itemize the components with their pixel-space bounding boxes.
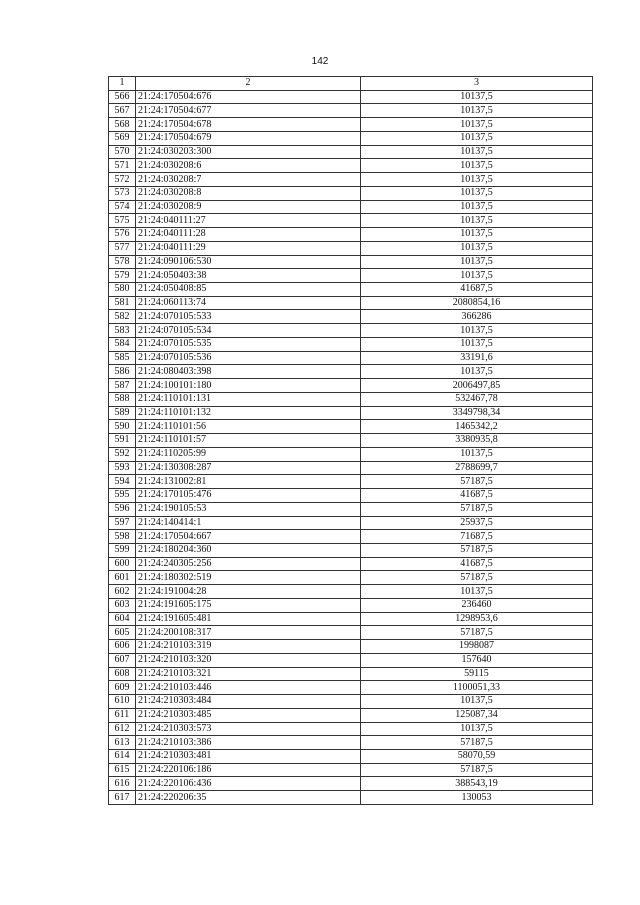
cadastral-value: 10137,5: [361, 214, 593, 228]
table-row: [109, 145, 593, 159]
row-number: 595: [109, 489, 136, 503]
row-number: 579: [109, 269, 136, 283]
row-number: 576: [109, 228, 136, 242]
row-number: 570: [109, 145, 136, 159]
row-number: 598: [109, 530, 136, 544]
table-row: [109, 736, 593, 750]
table-row: [109, 131, 593, 145]
cadastral-value: 10137,5: [361, 131, 593, 145]
cadastral-number: 21:24:180204:360: [136, 543, 361, 557]
row-number: 601: [109, 571, 136, 585]
cadastral-number: 21:24:170504:679: [136, 131, 361, 145]
row-number: 605: [109, 626, 136, 640]
row-number: 578: [109, 255, 136, 269]
cadastral-value: 388543,19: [361, 777, 593, 791]
cadastral-number: 21:24:030208:8: [136, 186, 361, 200]
table-row: [109, 324, 593, 338]
row-number: 592: [109, 447, 136, 461]
row-number: 583: [109, 324, 136, 338]
table-row: [109, 379, 593, 393]
cadastral-number: 21:24:130308:287: [136, 461, 361, 475]
cadastral-number: 21:24:220206:35: [136, 791, 361, 805]
row-number: 569: [109, 131, 136, 145]
cadastral-value: 10137,5: [361, 255, 593, 269]
cadastral-number: 21:24:220106:436: [136, 777, 361, 791]
cadastral-number: 21:24:210103:386: [136, 736, 361, 750]
row-number: 600: [109, 557, 136, 571]
cadastral-number: 21:24:030203:300: [136, 145, 361, 159]
table-row: [109, 90, 593, 104]
row-number: 589: [109, 406, 136, 420]
cadastral-number: 21:24:220106:186: [136, 763, 361, 777]
cadastral-value: 1998087: [361, 640, 593, 654]
cadastral-value: 1100051,33: [361, 681, 593, 695]
row-number: 596: [109, 502, 136, 516]
row-number: 608: [109, 667, 136, 681]
row-number: 590: [109, 420, 136, 434]
cadastral-value: 10137,5: [361, 337, 593, 351]
row-number: 607: [109, 653, 136, 667]
column-header-1: 1: [109, 77, 136, 91]
table-row: [109, 461, 593, 475]
cadastral-value: 10137,5: [361, 90, 593, 104]
table-row: [109, 543, 593, 557]
cadastral-value: 236460: [361, 598, 593, 612]
cadastral-number: 21:24:090106:530: [136, 255, 361, 269]
row-number: 577: [109, 241, 136, 255]
table-header-row: [109, 77, 593, 91]
row-number: 604: [109, 612, 136, 626]
cadastral-value: 25937,5: [361, 516, 593, 530]
column-header-3: 3: [361, 77, 593, 91]
cadastral-number: 21:24:180302:519: [136, 571, 361, 585]
cadastral-value: 41687,5: [361, 557, 593, 571]
cadastral-value: 57187,5: [361, 571, 593, 585]
cadastral-value: 57187,5: [361, 543, 593, 557]
row-number: 588: [109, 392, 136, 406]
row-number: 574: [109, 200, 136, 214]
row-number: 597: [109, 516, 136, 530]
table-row: [109, 516, 593, 530]
cadastral-value: 33191,6: [361, 351, 593, 365]
cadastral-value: 10137,5: [361, 695, 593, 709]
row-number: 582: [109, 310, 136, 324]
table-row: [109, 310, 593, 324]
cadastral-number: 21:24:110101:56: [136, 420, 361, 434]
cadastral-value: 10137,5: [361, 722, 593, 736]
cadastral-value: 10137,5: [361, 365, 593, 379]
table-row: [109, 406, 593, 420]
cadastral-value: 10137,5: [361, 200, 593, 214]
row-number: 617: [109, 791, 136, 805]
cadastral-value: 2788699,7: [361, 461, 593, 475]
table-row: [109, 653, 593, 667]
cadastral-value: 57187,5: [361, 502, 593, 516]
cadastral-number: 21:24:131002:81: [136, 475, 361, 489]
cadastral-number: 21:24:191605:481: [136, 612, 361, 626]
table-body: [109, 77, 593, 805]
row-number: 609: [109, 681, 136, 695]
cadastral-value: 130053: [361, 791, 593, 805]
table-row: [109, 351, 593, 365]
cadastral-number: 21:24:210303:481: [136, 749, 361, 763]
table-row: [109, 228, 593, 242]
row-number: 584: [109, 337, 136, 351]
table-row: [109, 392, 593, 406]
cadastral-number: 21:24:110101:131: [136, 392, 361, 406]
row-number: 580: [109, 283, 136, 297]
table-row: [109, 200, 593, 214]
cadastral-value: 10137,5: [361, 104, 593, 118]
row-number: 615: [109, 763, 136, 777]
table-row: [109, 214, 593, 228]
row-number: 612: [109, 722, 136, 736]
cadastral-value: 10137,5: [361, 159, 593, 173]
table-row: [109, 283, 593, 297]
table-row: [109, 763, 593, 777]
row-number: 575: [109, 214, 136, 228]
table-row: [109, 557, 593, 571]
cadastral-number: 21:24:210303:573: [136, 722, 361, 736]
cadastral-number: 21:24:040111:28: [136, 228, 361, 242]
cadastral-number: 21:24:060113:74: [136, 296, 361, 310]
cadastral-number: 21:24:140414:1: [136, 516, 361, 530]
row-number: 567: [109, 104, 136, 118]
table-row: [109, 118, 593, 132]
cadastral-value: 41687,5: [361, 283, 593, 297]
cadastral-value: 10137,5: [361, 447, 593, 461]
table-row: [109, 255, 593, 269]
cadastral-value: 1298953,6: [361, 612, 593, 626]
row-number: 587: [109, 379, 136, 393]
row-number: 571: [109, 159, 136, 173]
cadastral-number: 21:24:170504:667: [136, 530, 361, 544]
cadastral-number: 21:24:030208:6: [136, 159, 361, 173]
cadastral-value: 57187,5: [361, 763, 593, 777]
column-header-2: 2: [136, 77, 361, 91]
table-row: [109, 241, 593, 255]
cadastral-number: 21:24:210303:484: [136, 695, 361, 709]
cadastral-value: 532467,78: [361, 392, 593, 406]
table-row: [109, 489, 593, 503]
row-number: 616: [109, 777, 136, 791]
cadastral-number: 21:24:210103:446: [136, 681, 361, 695]
cadastral-number: 21:24:170504:678: [136, 118, 361, 132]
cadastral-number: 21:24:070105:533: [136, 310, 361, 324]
row-number: 572: [109, 173, 136, 187]
cadastral-value: 2080854,16: [361, 296, 593, 310]
cadastral-number: 21:24:191004:28: [136, 585, 361, 599]
table-row: [109, 640, 593, 654]
cadastral-number: 21:24:110101:57: [136, 434, 361, 448]
cadastral-value: 2006497,85: [361, 379, 593, 393]
cadastral-number: 21:24:110205:99: [136, 447, 361, 461]
cadastral-value: 3349798,34: [361, 406, 593, 420]
page-number: 142: [311, 56, 329, 67]
row-number: 613: [109, 736, 136, 750]
cadastral-number: 21:24:040111:29: [136, 241, 361, 255]
cadastral-value: 59115: [361, 667, 593, 681]
cadastral-number: 21:24:070105:536: [136, 351, 361, 365]
cadastral-number: 21:24:070105:535: [136, 337, 361, 351]
cadastral-value: 3380935,8: [361, 434, 593, 448]
cadastral-number: 21:24:210103:319: [136, 640, 361, 654]
table-row: [109, 612, 593, 626]
cadastral-value: 366286: [361, 310, 593, 324]
row-number: 610: [109, 695, 136, 709]
cadastral-value: 10137,5: [361, 145, 593, 159]
cadastral-number: 21:24:170504:677: [136, 104, 361, 118]
cadastral-value: 1465342,2: [361, 420, 593, 434]
table-row: [109, 365, 593, 379]
row-number: 602: [109, 585, 136, 599]
cadastral-number: 21:24:050408:85: [136, 283, 361, 297]
row-number: 606: [109, 640, 136, 654]
cadastral-value: 10137,5: [361, 324, 593, 338]
table-row: [109, 420, 593, 434]
cadastral-number: 21:24:210103:321: [136, 667, 361, 681]
cadastral-value: 157640: [361, 653, 593, 667]
table-row: [109, 791, 593, 805]
cadastral-value: 57187,5: [361, 475, 593, 489]
row-number: 568: [109, 118, 136, 132]
row-number: 566: [109, 90, 136, 104]
cadastral-number: 21:24:170105:476: [136, 489, 361, 503]
cadastral-number: 21:24:210303:485: [136, 708, 361, 722]
cadastral-number: 21:24:190105:53: [136, 502, 361, 516]
table-row: [109, 708, 593, 722]
row-number: 581: [109, 296, 136, 310]
table-row: [109, 296, 593, 310]
row-number: 611: [109, 708, 136, 722]
table-row: [109, 475, 593, 489]
table-row: [109, 695, 593, 709]
cadastral-value: 10137,5: [361, 241, 593, 255]
table-row: [109, 186, 593, 200]
row-number: 591: [109, 434, 136, 448]
row-number: 585: [109, 351, 136, 365]
table-row: [109, 571, 593, 585]
row-number: 593: [109, 461, 136, 475]
cadastral-number: 21:24:170504:676: [136, 90, 361, 104]
table-row: [109, 598, 593, 612]
row-number: 594: [109, 475, 136, 489]
table-row: [109, 585, 593, 599]
row-number: 603: [109, 598, 136, 612]
cadastral-value: 41687,5: [361, 489, 593, 503]
cadastral-number: 21:24:050403:38: [136, 269, 361, 283]
cadastral-value: 10137,5: [361, 269, 593, 283]
row-number: 586: [109, 365, 136, 379]
cadastral-number: 21:24:040111:27: [136, 214, 361, 228]
table-row: [109, 104, 593, 118]
table-row: [109, 722, 593, 736]
cadastral-value: 10137,5: [361, 585, 593, 599]
table-row: [109, 269, 593, 283]
cadastral-number: 21:24:070105:534: [136, 324, 361, 338]
row-number: 573: [109, 186, 136, 200]
cadastral-number: 21:24:191605:175: [136, 598, 361, 612]
cadastral-value: 57187,5: [361, 626, 593, 640]
cadastral-value: 10137,5: [361, 186, 593, 200]
cadastral-value: 10137,5: [361, 118, 593, 132]
cadastral-number: 21:24:210103:320: [136, 653, 361, 667]
table-row: [109, 447, 593, 461]
cadastral-number: 21:24:240305:256: [136, 557, 361, 571]
cadastral-value: 10137,5: [361, 173, 593, 187]
cadastral-number: 21:24:110101:132: [136, 406, 361, 420]
table-row: [109, 749, 593, 763]
cadastral-number: 21:24:100101:180: [136, 379, 361, 393]
cadastral-value: 57187,5: [361, 736, 593, 750]
cadastral-value: 71687,5: [361, 530, 593, 544]
table-row: [109, 337, 593, 351]
cadastral-number: 21:24:030208:7: [136, 173, 361, 187]
table-row: [109, 159, 593, 173]
cadastral-value-table: [108, 76, 593, 805]
table-row: [109, 777, 593, 791]
cadastral-value: 125087,34: [361, 708, 593, 722]
cadastral-number: 21:24:200108:317: [136, 626, 361, 640]
table-row: [109, 434, 593, 448]
cadastral-number: 21:24:030208:9: [136, 200, 361, 214]
table-row: [109, 502, 593, 516]
cadastral-value: 58070,59: [361, 749, 593, 763]
table-row: [109, 626, 593, 640]
table-row: [109, 530, 593, 544]
table-row: [109, 173, 593, 187]
table-row: [109, 667, 593, 681]
row-number: 599: [109, 543, 136, 557]
cadastral-value: 10137,5: [361, 228, 593, 242]
row-number: 614: [109, 749, 136, 763]
table-row: [109, 681, 593, 695]
cadastral-number: 21:24:080403:398: [136, 365, 361, 379]
